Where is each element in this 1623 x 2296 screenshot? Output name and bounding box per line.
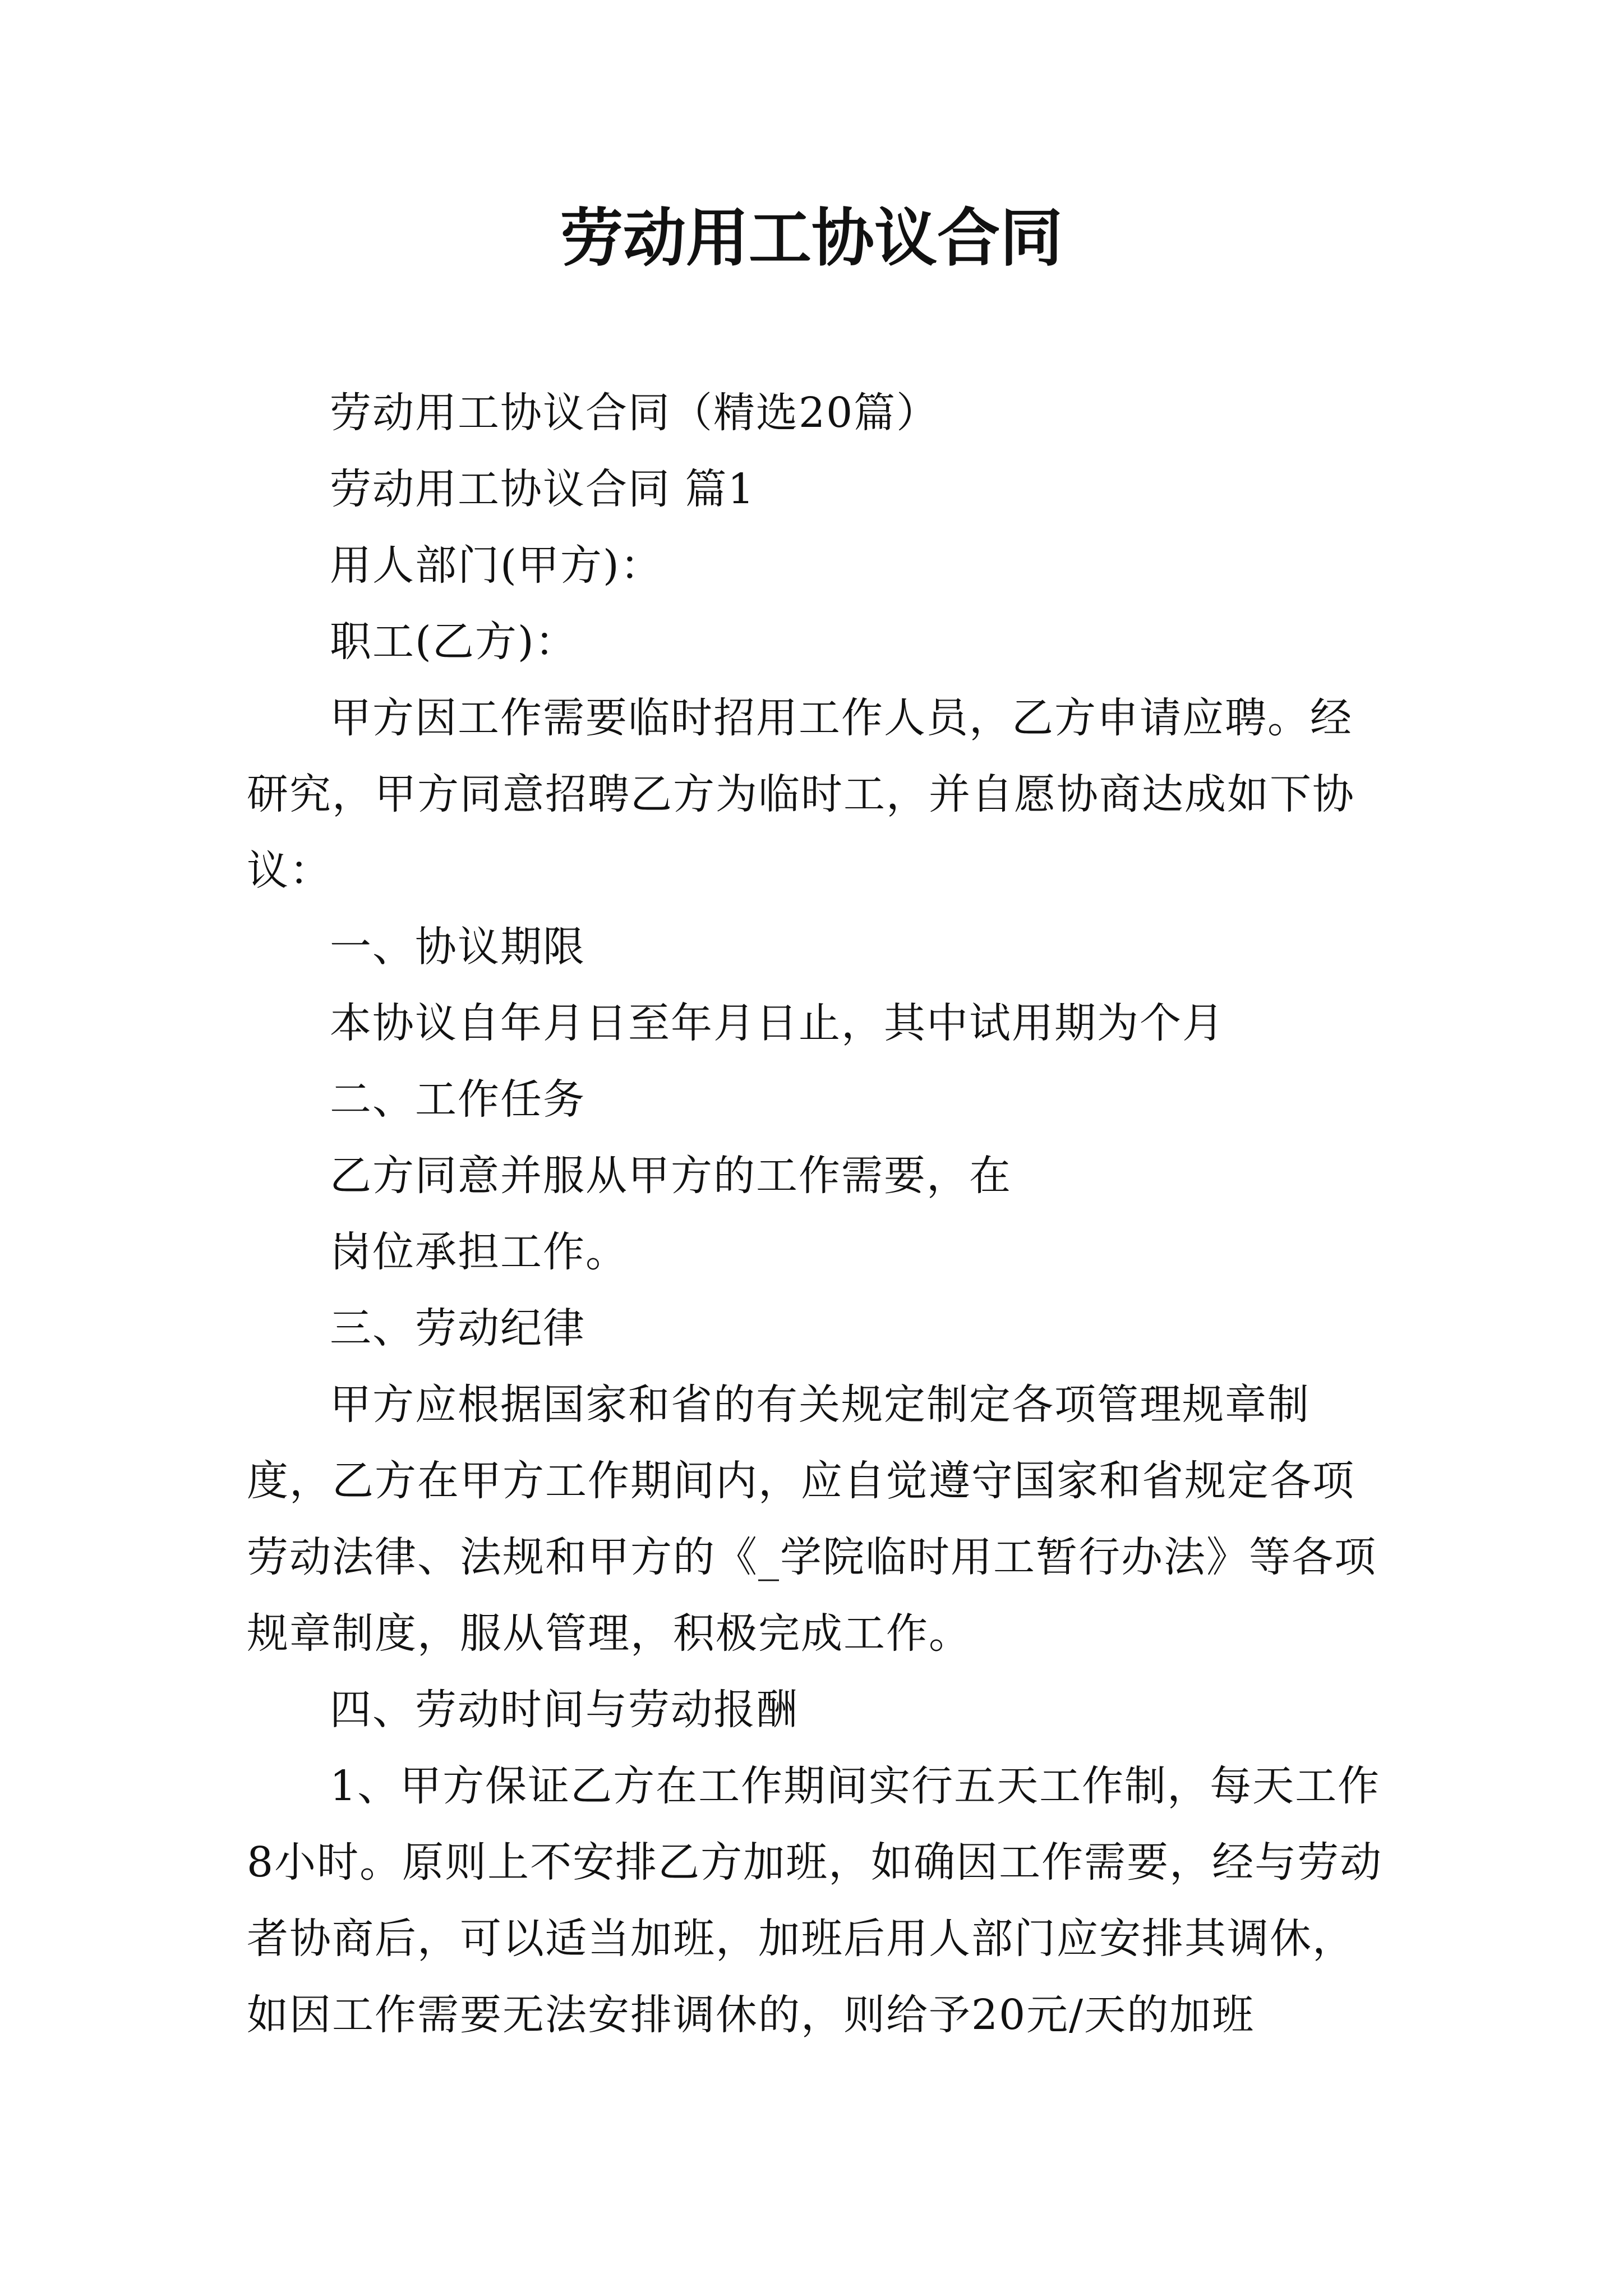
paragraph-heading-task: 二、工作任务 — [330, 1075, 585, 1124]
paragraph-intro: 甲方因工作需要临时招用工作人员，乙方申请应聘。经研究，甲方同意招聘乙方为临时工，并自愿协商达成如下协议： — [247, 694, 1355, 895]
paragraph-task-1: 乙方同意并服从甲方的工作需要，在 — [330, 1152, 1012, 1200]
paragraph-heading-discipline: 三、劳动纪律 — [330, 1304, 585, 1352]
document-title: 劳动用工协议合同 — [560, 201, 1063, 275]
document-body — [247, 375, 1385, 2053]
paragraph-party-b: 职工(乙方)： — [330, 618, 578, 666]
paragraph-term: 本协议自年月日至年月日止，其中试用期为个月 — [330, 999, 1225, 1047]
paragraph-discipline: 甲方应根据国家和省的有关规定制定各项管理规章制度，乙方在甲方工作期间内，应自觉遵守国家和省规定各项劳动法律、法规和甲方的《_学院临时用工暂行办法》等各项规章制度，服从管理，积极完成工作。 — [247, 1381, 1377, 1658]
paragraph-hours-pay-1: 1、甲方保证乙方在工作期间实行五天工作制，每天工作8小时。原则上不安排乙方加班，如确因工作需要，经与劳动者协商后，可以适当加班，加班后用人部门应安排其调休，如因工作需要无法安排调休的，则给予20元/天的加班 — [247, 1762, 1383, 2039]
paragraph-task-2: 岗位承担工作。 — [330, 1228, 628, 1276]
paragraph-section-heading: 劳动用工协议合同 篇1 — [330, 465, 755, 513]
paragraph-party-a: 用人部门(甲方)： — [330, 541, 663, 590]
paragraph-heading-hours-pay: 四、劳动时间与劳动报酬 — [330, 1686, 799, 1734]
paragraph-collection-heading: 劳动用工协议合同（精选20篇） — [330, 389, 939, 437]
paragraph-heading-term: 一、协议期限 — [330, 923, 585, 971]
